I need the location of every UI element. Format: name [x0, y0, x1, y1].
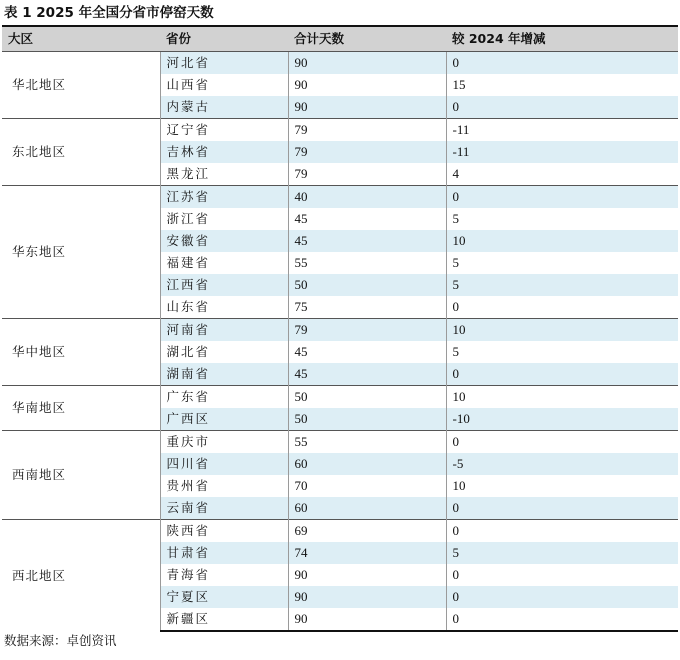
change-cell: 0 — [446, 186, 678, 209]
province-cell: 山东省 — [160, 296, 288, 319]
header-days: 合计天数 — [294, 31, 345, 46]
days-cell: 60 — [288, 497, 446, 520]
change-cell: 4 — [446, 163, 678, 186]
province-cell: 江西省 — [160, 274, 288, 296]
change-cell: -5 — [446, 453, 678, 475]
days-cell: 50 — [288, 386, 446, 409]
region-cell: 华中地区 — [2, 319, 160, 386]
province-cell: 青海省 — [160, 564, 288, 586]
province-cell: 广西区 — [160, 408, 288, 431]
province-cell: 重庆市 — [160, 431, 288, 454]
change-cell: 10 — [446, 230, 678, 252]
days-cell: 40 — [288, 186, 446, 209]
days-cell: 45 — [288, 341, 446, 363]
change-cell: 0 — [446, 431, 678, 454]
change-cell: 0 — [446, 296, 678, 319]
days-cell: 60 — [288, 453, 446, 475]
table-header-row — [2, 26, 678, 52]
days-cell: 45 — [288, 208, 446, 230]
days-cell: 79 — [288, 163, 446, 186]
change-cell: 5 — [446, 208, 678, 230]
days-cell: 74 — [288, 542, 446, 564]
days-cell: 79 — [288, 319, 446, 342]
region-cell: 华南地区 — [2, 386, 160, 431]
table-body — [2, 52, 678, 632]
days-cell: 90 — [288, 52, 446, 75]
province-cell: 河南省 — [160, 319, 288, 342]
province-cell: 四川省 — [160, 453, 288, 475]
days-cell: 69 — [288, 520, 446, 543]
days-cell: 90 — [288, 96, 446, 119]
region-cell: 华北地区 — [2, 52, 160, 119]
days-cell: 79 — [288, 141, 446, 163]
days-cell: 90 — [288, 74, 446, 96]
change-cell: -11 — [446, 119, 678, 142]
region-cell: 华东地区 — [2, 186, 160, 319]
change-cell: 5 — [446, 542, 678, 564]
change-cell: 15 — [446, 74, 678, 96]
change-cell: 0 — [446, 586, 678, 608]
header-change: 较 2024 年增减 — [452, 31, 546, 46]
days-cell: 90 — [288, 608, 446, 631]
days-cell: 90 — [288, 564, 446, 586]
province-cell: 贵州省 — [160, 475, 288, 497]
header-region: 大区 — [8, 31, 34, 46]
province-cell: 云南省 — [160, 497, 288, 520]
change-cell: 0 — [446, 564, 678, 586]
table-row — [2, 186, 678, 209]
province-cell: 河北省 — [160, 52, 288, 75]
province-cell: 新疆区 — [160, 608, 288, 631]
province-cell: 吉林省 — [160, 141, 288, 163]
province-cell: 山西省 — [160, 74, 288, 96]
region-cell: 西北地区 — [2, 520, 160, 632]
table-row — [2, 52, 678, 75]
days-cell: 55 — [288, 431, 446, 454]
change-cell: 5 — [446, 274, 678, 296]
province-cell: 湖北省 — [160, 341, 288, 363]
table-row — [2, 119, 678, 142]
table-row — [2, 386, 678, 409]
change-cell: -11 — [446, 141, 678, 163]
change-cell: 10 — [446, 319, 678, 342]
province-cell: 湖南省 — [160, 363, 288, 386]
days-cell: 50 — [288, 408, 446, 431]
days-cell: 79 — [288, 119, 446, 142]
days-cell: 55 — [288, 252, 446, 274]
region-cell: 东北地区 — [2, 119, 160, 186]
change-cell: -10 — [446, 408, 678, 431]
province-cell: 安徽省 — [160, 230, 288, 252]
change-cell: 0 — [446, 520, 678, 543]
header-province: 省份 — [166, 31, 192, 46]
table-title: 表 1 2025 年全国分省市停窑天数 — [4, 5, 214, 21]
province-cell: 浙江省 — [160, 208, 288, 230]
days-cell: 75 — [288, 296, 446, 319]
province-cell: 宁夏区 — [160, 586, 288, 608]
province-cell: 陕西省 — [160, 520, 288, 543]
change-cell: 0 — [446, 363, 678, 386]
province-cell: 黑龙江 — [160, 163, 288, 186]
change-cell: 10 — [446, 475, 678, 497]
change-cell: 10 — [446, 386, 678, 409]
days-cell: 90 — [288, 586, 446, 608]
table-row — [2, 319, 678, 342]
province-cell: 广东省 — [160, 386, 288, 409]
table-row — [2, 431, 678, 454]
change-cell: 0 — [446, 52, 678, 75]
province-cell: 江苏省 — [160, 186, 288, 209]
change-cell: 5 — [446, 252, 678, 274]
province-cell: 福建省 — [160, 252, 288, 274]
days-cell: 70 — [288, 475, 446, 497]
source-note: 数据来源：卓创资讯 — [4, 633, 117, 648]
province-cell: 甘肃省 — [160, 542, 288, 564]
shutdown-days-table — [2, 25, 678, 632]
change-cell: 0 — [446, 96, 678, 119]
province-cell: 辽宁省 — [160, 119, 288, 142]
change-cell: 5 — [446, 341, 678, 363]
province-cell: 内蒙古 — [160, 96, 288, 119]
table-row — [2, 520, 678, 543]
days-cell: 50 — [288, 274, 446, 296]
days-cell: 45 — [288, 363, 446, 386]
change-cell: 0 — [446, 497, 678, 520]
region-cell: 西南地区 — [2, 431, 160, 520]
change-cell: 0 — [446, 608, 678, 631]
days-cell: 45 — [288, 230, 446, 252]
